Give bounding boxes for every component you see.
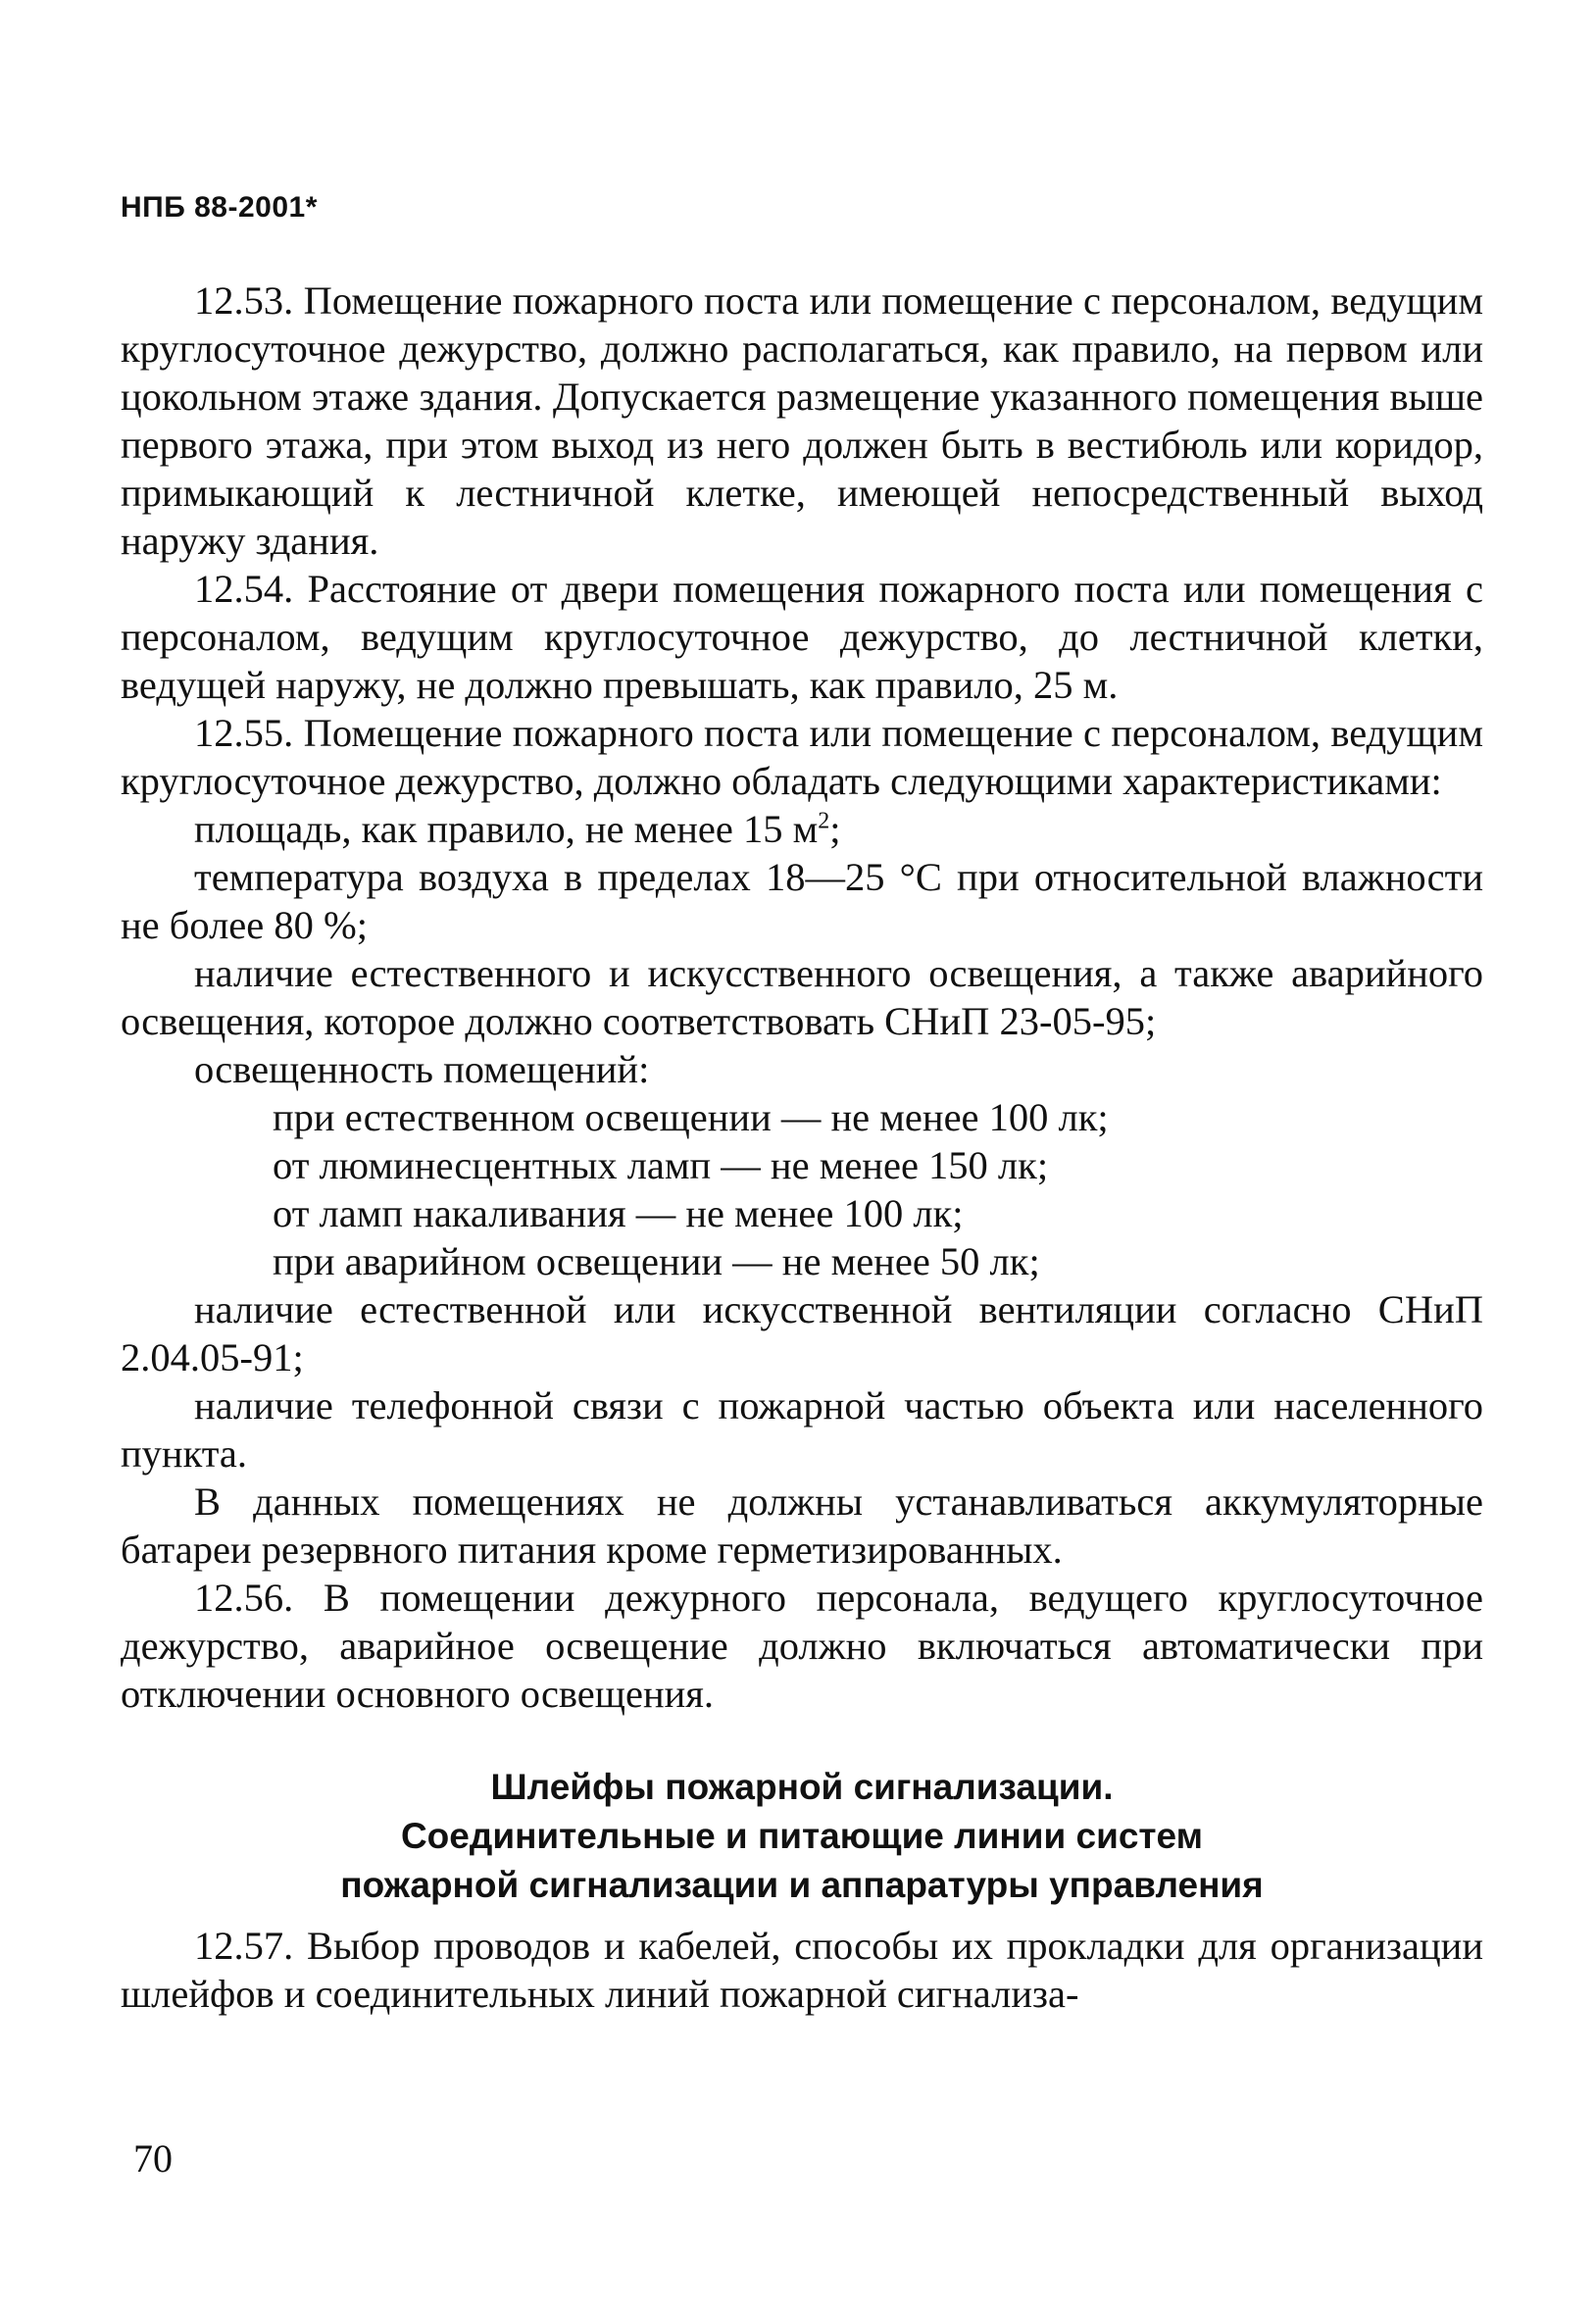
illuminance-item-fluorescent: от люминесцентных ламп — не менее 150 лк;: [273, 1143, 1049, 1187]
paragraph-12-56: 12.56. В помещении дежурного персонала, ведущего круглосуточное дежурство, аварийное освещение должно включаться автоматически при отключении основного освещения.: [121, 1576, 1483, 1716]
requirement-area-text: площадь, как правило, не менее 15 м: [194, 807, 819, 851]
requirement-area: [121, 805, 1483, 853]
illuminance-item-emergency: при аварийном освещении — не менее 50 лк;: [273, 1239, 1040, 1283]
requirement-phone: наличие телефонной связи с пожарной частью объекта или населенного пункта.: [121, 1383, 1483, 1476]
requirement-ventilation: наличие естественной или искусственной вентиляции согласно СНиП 2.04.05-91;: [121, 1287, 1483, 1379]
page-number: 70: [133, 2136, 173, 2181]
illuminance-item-incandescent: от ламп накаливания — не менее 100 лк;: [273, 1191, 964, 1235]
requirement-batteries: В данных помещениях не должны устанавливаться аккумуляторные батареи резервного питания кроме герметизированных.: [121, 1479, 1483, 1572]
paragraph-12-53: 12.53. Помещение пожарного поста или помещение с персоналом, ведущим круглосуточное дежурство, должно располагаться, как правило, на первом или цокольном этаже здания. Допускается размещение указанного помещения выше первого этажа, при этом выход из него должен быть в вестибюль или коридор, примыкающий к лестничной клетке, имеющей непосредственный выход наружу здания.: [121, 278, 1483, 563]
paragraph-12-55: 12.55. Помещение пожарного поста или помещение с персоналом, ведущим круглосуточное дежурство, должно обладать следующими характеристиками:: [121, 711, 1483, 803]
requirement-area-end: ;: [829, 807, 841, 851]
section-heading: [121, 1763, 1483, 1910]
illuminance-item-natural: при естественном освещении — не менее 100 лк;: [273, 1095, 1109, 1139]
paragraph-12-54: 12.54. Расстояние от двери помещения пожарного поста или помещения с персоналом, ведущим круглосуточное дежурство, до лестничной клетки, ведущей наружу, не должно превышать, как правило, 25 м.: [121, 567, 1483, 707]
requirement-lighting: наличие естественного и искусственного освещения, а также аварийного освещения, которое должно соответствовать СНиП 23-05-95;: [121, 951, 1483, 1043]
document-body: [121, 276, 1483, 2018]
document-code: НПБ 88-2001*: [121, 191, 318, 224]
requirement-illuminance-title: освещенность помещений:: [194, 1047, 650, 1091]
section-heading-line-1: Шлейфы пожарной сигнализации.: [490, 1767, 1114, 1807]
section-heading-line-2: Соединительные и питающие линии систем: [400, 1816, 1204, 1856]
requirement-area-superscript: 2: [818, 808, 830, 834]
paragraph-12-57: 12.57. Выбор проводов и кабелей, способы их прокладки для организации шлейфов и соединительных линий пожарной сигнализа-: [121, 1924, 1483, 2016]
requirement-temperature: температура воздуха в пределах 18—25 °С при относительной влажности не более 80 %;: [121, 855, 1483, 947]
section-heading-line-3: пожарной сигнализации и аппаратуры управления: [340, 1865, 1264, 1905]
